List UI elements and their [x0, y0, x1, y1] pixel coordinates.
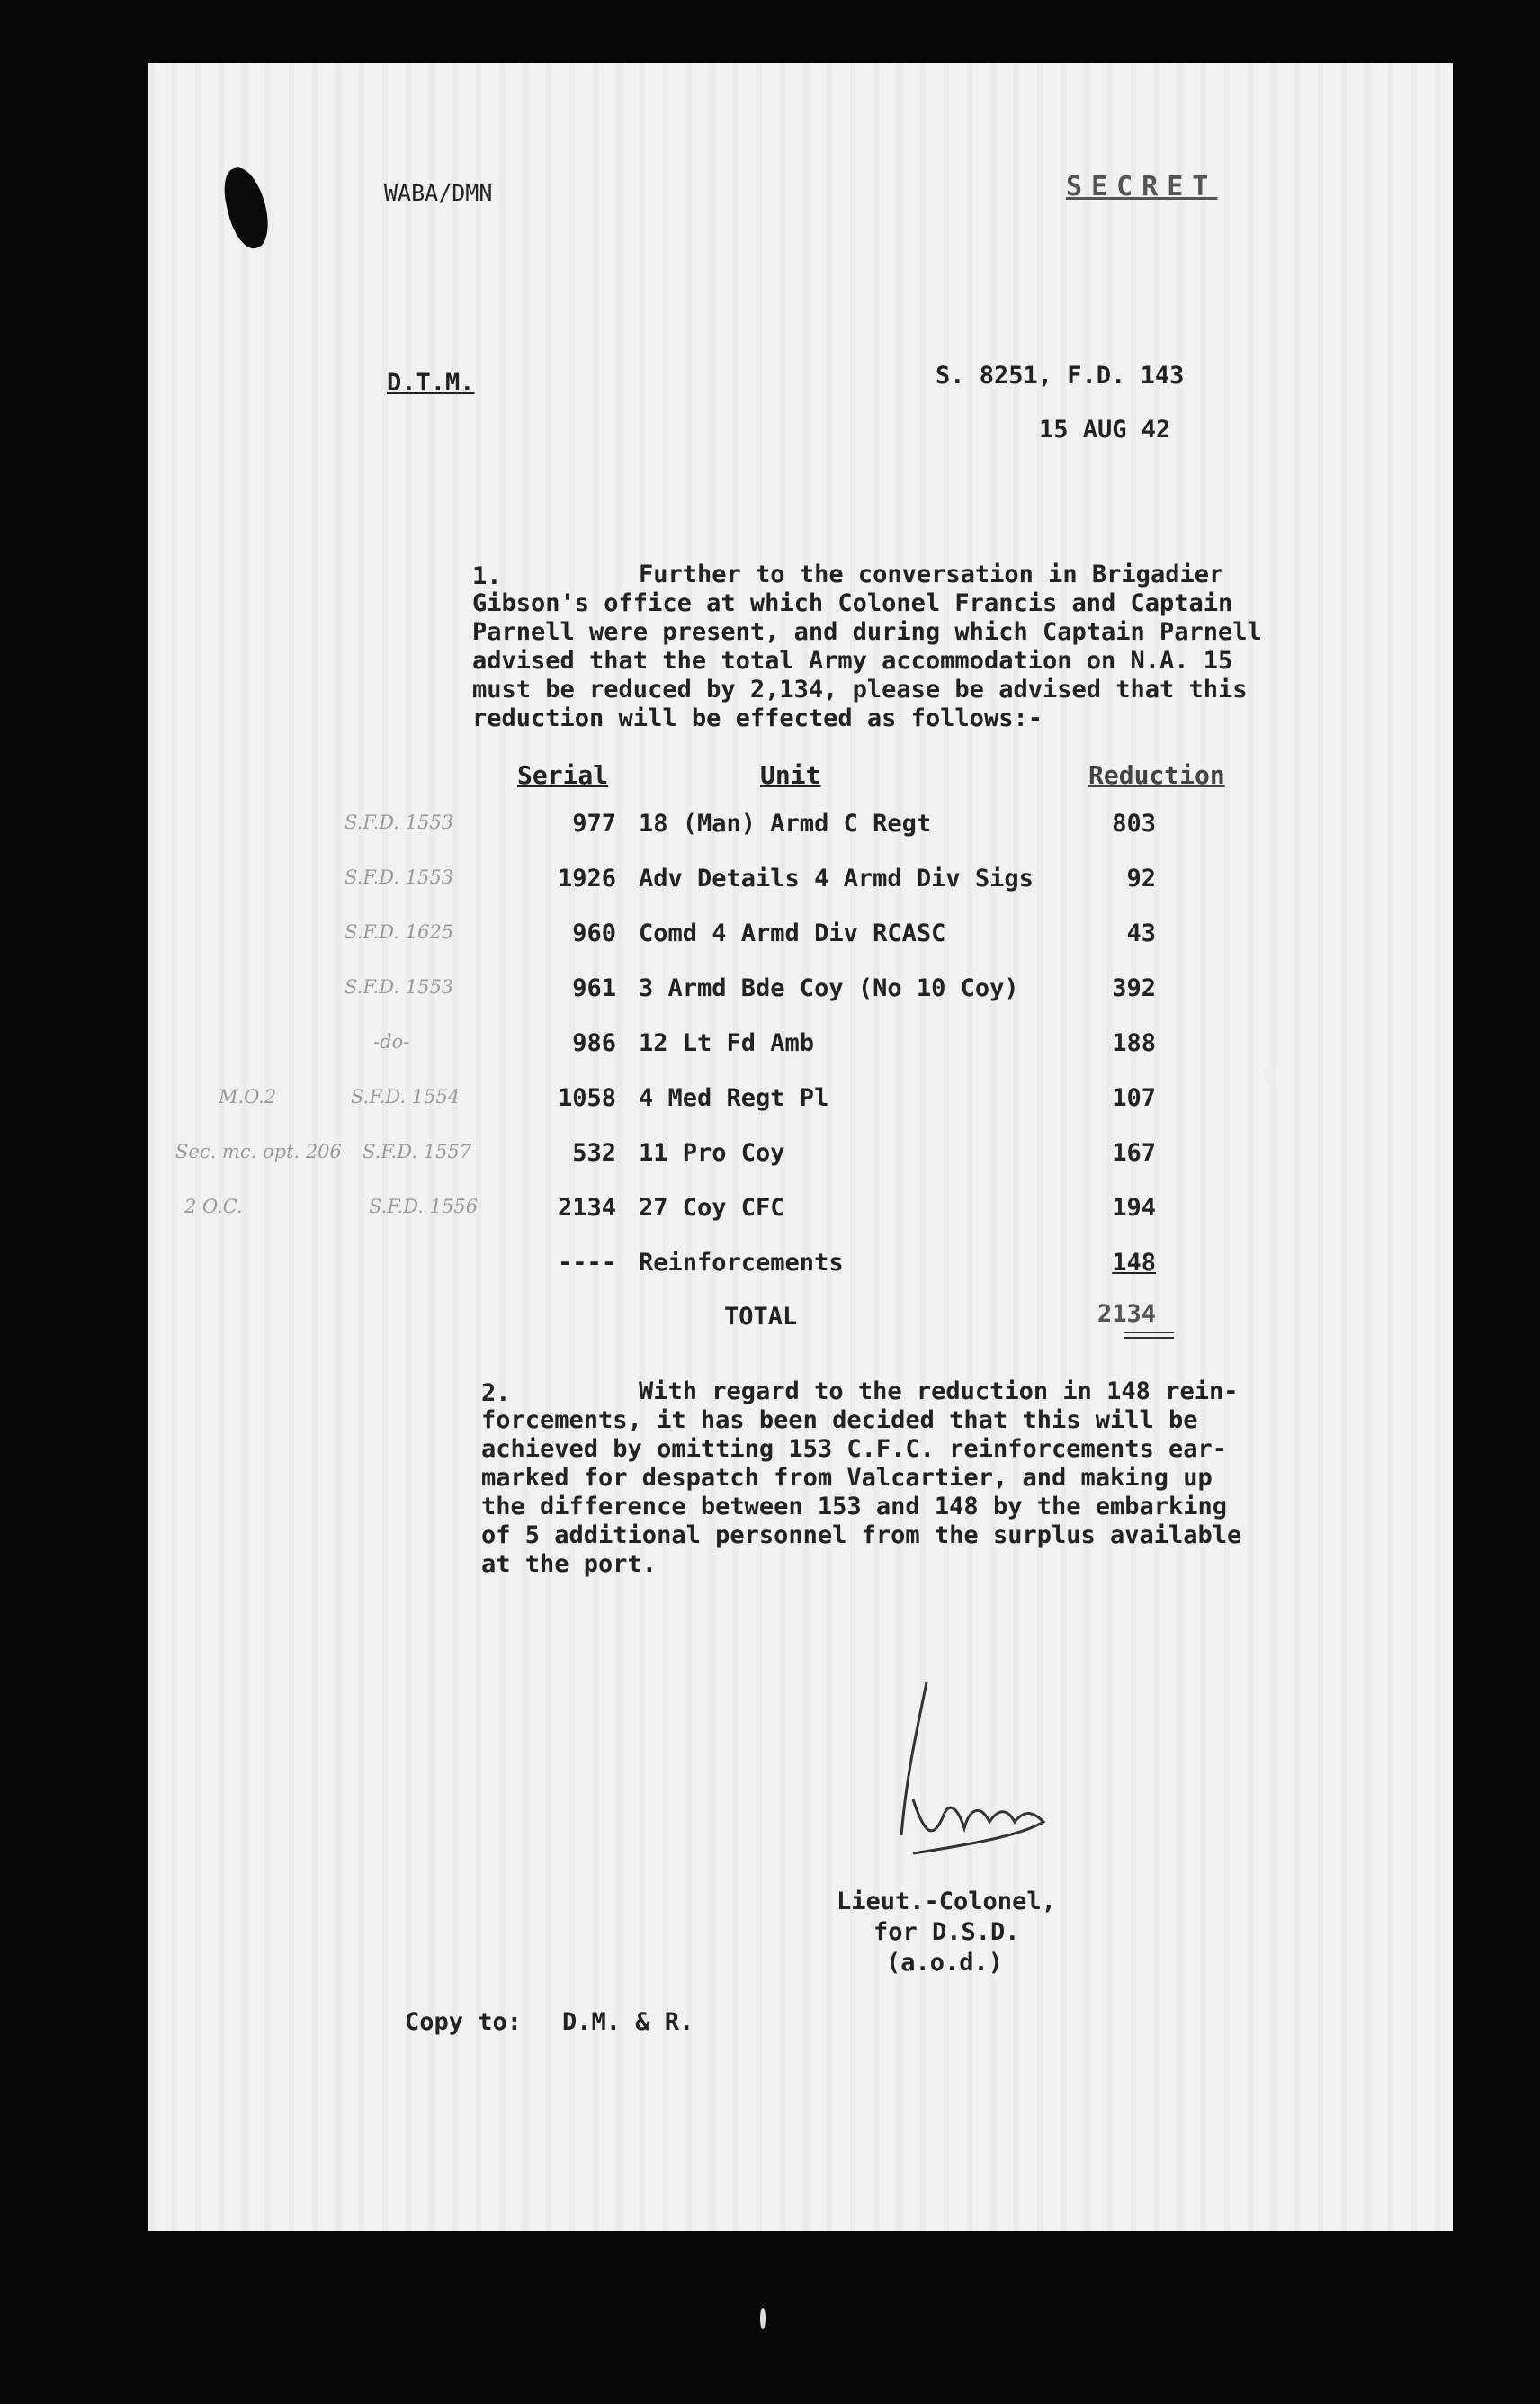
signature-acting: (a.o.d.) — [886, 1949, 1004, 1977]
serial-cell: 961 — [572, 974, 616, 1002]
unit-cell: 4 Med Regt Pl — [639, 1084, 829, 1112]
margin-note: S.F.D. 1553 — [345, 866, 454, 888]
margin-note: S.F.D. 1625 — [345, 921, 454, 943]
margin-note: -do- — [373, 1031, 410, 1053]
paragraph-2-number: 2. — [481, 1379, 511, 1407]
handwritten-signature — [864, 1673, 1088, 1907]
reduction-cell: 148 — [1112, 1249, 1156, 1277]
signature-for: for D.S.D. — [873, 1918, 1020, 1946]
addressee: D.T.M. — [387, 369, 475, 397]
reduction-cell: 188 — [1112, 1029, 1156, 1057]
file-reference: WABA/DMN — [384, 180, 493, 206]
serial-cell: 532 — [572, 1139, 616, 1167]
signature-rank: Lieut.-Colonel, — [837, 1888, 1056, 1915]
paragraph-2-line: With regard to the reduction in 148 rein- — [639, 1377, 1239, 1405]
reduction-cell: 107 — [1112, 1084, 1156, 1112]
serial-cell: 2134 — [557, 1194, 616, 1222]
paragraph-2-line: at the port. — [481, 1550, 658, 1578]
document-reference: S. 8251, F.D. 143 — [936, 362, 1185, 390]
reduction-cell: 43 — [1126, 919, 1156, 947]
serial-cell: 986 — [572, 1029, 616, 1057]
document-date: 15 AUG 42 — [1039, 416, 1171, 444]
total-value: 2134 — [1097, 1300, 1156, 1328]
unit-cell: Reinforcements — [639, 1249, 844, 1277]
film-speck — [760, 2308, 766, 2329]
unit-cell: 12 Lt Fd Amb — [639, 1029, 815, 1057]
paragraph-1-line: Gibson's office at which Colonel Francis and Captain — [472, 589, 1233, 617]
serial-cell: 1058 — [557, 1084, 616, 1112]
margin-note-extra: 2 O.C. — [184, 1196, 243, 1217]
unit-cell: 18 (Man) Armd C Regt — [639, 810, 932, 838]
margin-note: S.F.D. 1556 — [369, 1196, 479, 1217]
paragraph-2-line: the difference between 153 and 148 by the embarking — [481, 1493, 1228, 1520]
paragraph-2-line: marked for despatch from Valcartier, and making up — [481, 1464, 1213, 1492]
total-label: TOTAL — [724, 1303, 798, 1331]
paragraph-1-line: must be reduced by 2,134, please be advised that this — [472, 676, 1248, 704]
total-underline — [1124, 1332, 1174, 1333]
unit-cell: Adv Details 4 Armd Div Sigs — [639, 865, 1034, 893]
paragraph-1-number: 1. — [472, 562, 502, 590]
unit-cell: 27 Coy CFC — [639, 1194, 785, 1222]
unit-cell: 11 Pro Coy — [639, 1139, 785, 1167]
serial-cell: ---- — [557, 1249, 616, 1277]
copy-to-label: Copy to: — [405, 2008, 523, 2036]
total-underline — [1124, 1337, 1174, 1339]
document-page — [148, 63, 1453, 2231]
reduction-cell: 167 — [1112, 1139, 1156, 1167]
unit-cell: 3 Armd Bde Coy (No 10 Coy) — [639, 974, 1019, 1002]
serial-cell: 960 — [572, 919, 616, 947]
column-header-serial: Serial — [517, 760, 609, 790]
column-header-unit: Unit — [760, 760, 821, 790]
paragraph-1-line: Further to the conversation in Brigadier — [639, 561, 1224, 588]
margin-note: S.F.D. 1554 — [351, 1086, 461, 1108]
margin-note-extra: Sec. mc. opt. 206 — [175, 1141, 342, 1162]
serial-cell: 1926 — [557, 865, 616, 893]
paragraph-1-line: reduction will be effected as follows:- — [472, 704, 1043, 732]
reduction-cell: 194 — [1112, 1194, 1156, 1222]
reduction-cell: 392 — [1112, 974, 1156, 1002]
classification-stamp: SECRET — [1066, 171, 1218, 202]
film-speck — [1264, 1066, 1276, 1084]
margin-note: S.F.D. 1553 — [345, 812, 454, 833]
paragraph-2-line: of 5 additional personnel from the surplus available — [481, 1521, 1242, 1549]
paragraph-1-line: advised that the total Army accommodation on N.A. 15 — [472, 647, 1233, 675]
copy-to-value: D.M. & R. — [562, 2008, 694, 2036]
unit-cell: Comd 4 Armd Div RCASC — [639, 919, 946, 947]
margin-note-extra: M.O.2 — [219, 1086, 277, 1108]
reduction-cell: 803 — [1112, 810, 1156, 838]
serial-cell: 977 — [572, 810, 616, 838]
margin-note: S.F.D. 1557 — [363, 1141, 472, 1162]
paragraph-1-line: Parnell were present, and during which Captain Parnell — [472, 618, 1262, 646]
paragraph-2-line: achieved by omitting 153 C.F.C. reinforcements ear- — [481, 1435, 1228, 1463]
margin-note: S.F.D. 1553 — [345, 976, 454, 998]
reduction-cell: 92 — [1126, 865, 1156, 893]
column-header-reduction: Reduction — [1088, 760, 1225, 790]
ink-blot — [218, 163, 274, 252]
paragraph-2-line: forcements, it has been decided that this will be — [481, 1406, 1198, 1434]
